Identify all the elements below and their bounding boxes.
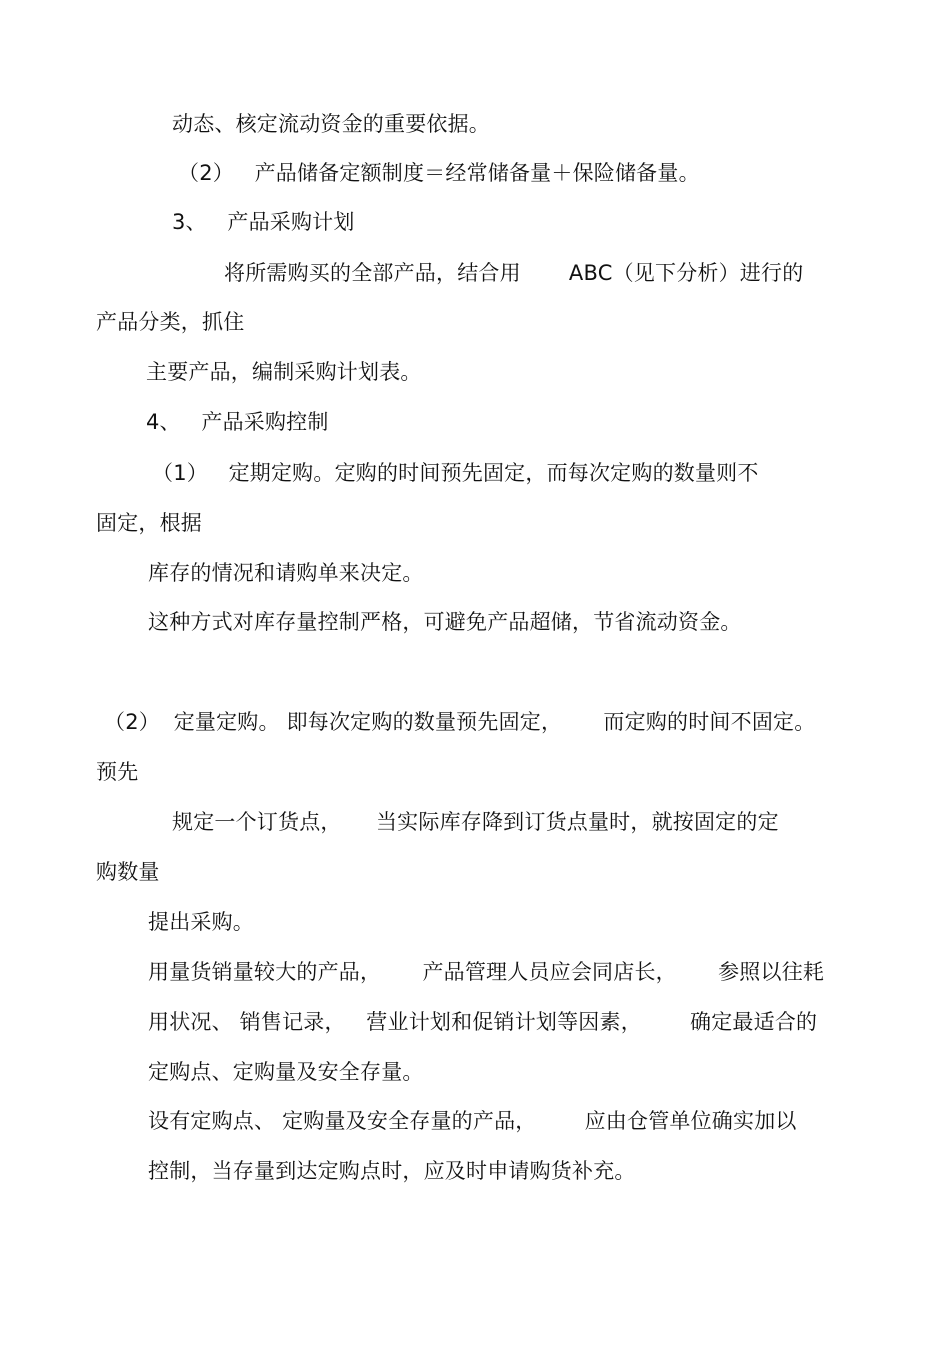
text-line-16: 提出采购。	[148, 910, 254, 934]
text-line-14: 规定一个订货点， 当实际库存降到订货点量时，就按固定的定	[172, 810, 779, 834]
text-line-8: （1） 定期定购。定购的时间预先固定，而每次定购的数量则不	[152, 461, 759, 485]
text-line-10: 库存的情况和请购单来决定。	[148, 561, 424, 585]
text-line-2: （2） 产品储备定额制度＝经常储备量＋保险储备量。	[178, 161, 700, 185]
text-line-18: 用状况、 销售记录， 营业计划和促销计划等因素， 确定最适合的	[148, 1010, 818, 1034]
text-line-15: 购数量	[96, 860, 160, 884]
section-heading-4: 4、 产品采购控制	[146, 410, 329, 434]
text-line-9: 固定，根据	[96, 511, 202, 535]
text-line-6: 主要产品，编制采购计划表。	[146, 360, 422, 384]
text-line-1: 动态、核定流动资金的重要依据。	[172, 112, 490, 136]
text-line-13: 预先	[96, 760, 139, 784]
text-line-11: 这种方式对库存量控制严格，可避免产品超储，节省流动资金。	[148, 610, 742, 634]
text-line-21: 控制，当存量到达定购点时，应及时申请购货补充。	[148, 1159, 636, 1183]
text-line-20: 设有定购点、 定购量及安全存量的产品， 应由仓管单位确实加以	[148, 1109, 797, 1133]
text-line-12: （2） 定量定购。 即每次定购的数量预先固定， 而定购的时间不固定。	[104, 710, 816, 734]
section-heading-3: 3、 产品采购计划	[172, 210, 355, 234]
text-line-4: 将所需购买的全部产品，结合用 ABC（见下分析）进行的	[224, 261, 804, 285]
text-line-5: 产品分类，抓住	[96, 310, 245, 334]
text-line-19: 定购点、定购量及安全存量。	[148, 1060, 424, 1084]
text-line-17: 用量货销量较大的产品， 产品管理人员应会同店长， 参照以往耗	[148, 960, 825, 984]
